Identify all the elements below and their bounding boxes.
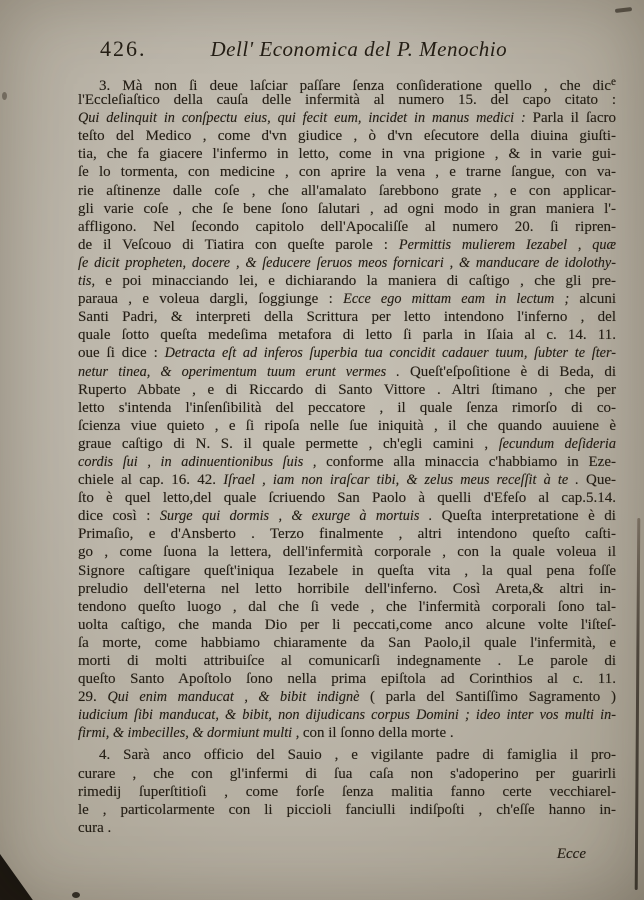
line-segment: Qui enim manducat , & bibit indignè <box>107 689 370 706</box>
text-line <box>78 73 616 94</box>
line-segment: paraua , e voleua dargli, ſoggiunge : <box>78 291 344 308</box>
line-segment: gli varie coſe , che ſe bene ſono ſalutari , ad ogni modo in gran maniera l'- <box>78 200 616 217</box>
text-line <box>78 109 616 127</box>
line-segment: uolta caſtigo, che manda Dio per li peccati,come anco alcune volte l'iſteſ- <box>78 616 616 633</box>
text-line <box>78 182 616 200</box>
line-segment: queſto Santo Apoſtolo ſono nella prima epiſtola ad Corinthios al c. 11. <box>78 671 616 688</box>
text-line <box>78 525 616 543</box>
line-segment: Parla il ſacro <box>532 110 616 127</box>
line-segment: cordis ſui , in adinuentionibus ſuis , <box>78 453 327 470</box>
line-segment: Detracta eſt ad inferos ſuperbia tua concidit cadauer tuum, ſubter te ſter- <box>164 345 616 362</box>
line-segment: firmi, & imbecilles, & dormiunt multi , <box>78 725 303 742</box>
line-segment: curare , che con gl'infermi di ſua caſa non s'adoperino per guarirli <box>78 765 616 782</box>
line-segment: ſecundum deſideria <box>498 435 616 452</box>
text-line <box>78 652 616 670</box>
scan-artifact-corner <box>0 850 40 900</box>
text-line <box>78 543 616 561</box>
line-segment: graue caſtigo di N. S. il quale permette , ch'egli camini , <box>78 435 499 452</box>
line-segment: 29. <box>78 689 108 706</box>
text-line <box>78 218 616 236</box>
text-line <box>78 670 616 688</box>
text-line <box>78 724 616 742</box>
line-segment: iudicium ſibi manducat, & bibit, non dijudicans corpus Domini ; ideo inter vos multi in- <box>78 707 616 724</box>
body-text <box>78 73 616 837</box>
line-segment: cura . <box>78 819 112 836</box>
line-segment: Qui delinquit in conſpectu eius, qui fecit eum, incidet in manus medici : <box>78 110 533 127</box>
text-line <box>78 127 616 145</box>
text-line <box>78 344 616 362</box>
line-segment: ſe lo tormenta, con medicine , con aprire la vena , e trarne ſangue, con va- <box>78 164 616 181</box>
line-segment: Surge qui dormis , & exurge à mortuis . <box>159 508 442 525</box>
text-line <box>78 290 616 308</box>
text-line <box>78 363 616 381</box>
text-line <box>78 145 616 163</box>
text-line <box>78 507 616 525</box>
line-segment: dice così : <box>78 508 160 525</box>
line-segment: Queſt'eſpoſitione è di Beda, di <box>409 363 616 380</box>
scan-artifact-left <box>2 92 7 100</box>
line-segment: de il Veſcouo di Tiatira con queſte parole : <box>78 236 399 253</box>
line-segment: Primaſio, e d'Ansberto . Terzo finalmente , altri intendono queſto caſti- <box>78 526 616 543</box>
text-line <box>78 417 616 435</box>
scan-artifact-top-right <box>615 7 632 13</box>
line-segment: netur tinea, & operimentum tuum erunt vermes . <box>78 363 410 380</box>
page-number: 426. <box>100 36 147 61</box>
text-line <box>78 381 616 399</box>
line-segment: ſcienza viue quieto , e ſi ripoſa nelle ſue iniquità , il che quando auuiene è <box>78 417 616 434</box>
line-segment: teſto del Medico , come d'vn giudice , ò d'vn eſecutore della diuina giuſti- <box>78 128 616 145</box>
line-segment: Iſrael , iam non iraſcar tibi, & zelus meus receſſit à te . <box>223 472 586 489</box>
text-line <box>78 200 616 218</box>
line-segment: l'Eccleſiaſtico della cauſa delle infermità al numero 15. del capo citato : <box>78 92 616 109</box>
text-line <box>78 308 616 326</box>
line-segment: preludio dell'eterna nel letto horribile dell'inferno. Così Areta,& altri in- <box>78 580 616 597</box>
catchword: Ecce <box>556 845 586 862</box>
text-line <box>78 435 616 453</box>
text-line <box>78 91 616 109</box>
line-segment: chiele al cap. 16. 42. <box>78 472 224 489</box>
line-segment: ( parla del Santiſſimo Sagramento ) <box>369 689 616 706</box>
line-segment: tis, <box>78 273 106 290</box>
text-line <box>78 819 616 837</box>
line-segment: e poi minacciando lei, e dichiarando la maniera di caſtigo , che gli pre- <box>105 273 616 290</box>
text-block <box>78 36 616 863</box>
page-edge-shadow <box>635 518 641 890</box>
text-line <box>78 272 616 290</box>
line-segment: 4. Sarà anco officio del Sauio , e vigilante padre di famiglia il pro- <box>99 747 616 764</box>
line-segment: ſto è quel letto,del quale ſcriuendo San Paolo à quelli d'Efeſo al cap.5.14. <box>78 490 616 507</box>
line-segment: conforme alla minaccia c'habbiamo in Eze- <box>326 453 616 470</box>
text-line <box>78 453 616 471</box>
line-segment: quale ſotto queſta medeſima metafora di letto ſi parla in Iſaia al c. 14. 11. <box>78 327 616 344</box>
line-segment: le , particolarmente con li piccioli fanciulli indiſpoſti , ch'eſſe hanno in- <box>78 801 616 818</box>
text-line <box>78 634 616 652</box>
line-segment: letto s'intenda l'inſenſibilità del peccatore , il quale ſenza rimorſo di co- <box>78 399 616 416</box>
text-line <box>78 746 616 764</box>
text-line <box>78 616 616 634</box>
line-segment: rimedij ſuperſtitioſi , come forſe ſenza malitia fanno certe vecchiarel- <box>78 783 616 800</box>
line-segment: Santi Padri, & interpreti della Scrittura per letto intendono l'inferno , del <box>78 309 616 326</box>
line-segment: rie aſtinenze dalle coſe , che all'amalato ſarebbono grate , e con applicar- <box>78 182 616 199</box>
text-line <box>78 562 616 580</box>
line-segment: affligono. Nel ſecondo capitolo dell'Apocaliſſe al numero 20. ſi ripren- <box>78 218 616 235</box>
text-line <box>78 706 616 724</box>
text-line <box>78 765 616 783</box>
text-line <box>78 163 616 181</box>
line-segment: go , come ſuona la lettera, dell'infermità corporale , con la quale voleua il <box>78 544 616 561</box>
line-segment: Signore caſtigare queſt'iniqua Iezabele in queſta vita , la qual pena foſſe <box>78 562 616 579</box>
page-header <box>78 36 616 62</box>
line-segment: Queſta interpretatione è di <box>441 508 616 525</box>
scan-artifact-speck <box>72 892 80 898</box>
line-segment: tendono queſto luogo , dal che ſi vede , che l'infermità corporali ſono tal- <box>78 598 616 615</box>
line-segment: Que- <box>586 472 616 489</box>
text-line <box>78 688 616 706</box>
line-segment: Ecce ego mittam eam in lectum ; <box>343 291 580 308</box>
text-line <box>78 598 616 616</box>
text-line <box>78 471 616 489</box>
text-line <box>78 801 616 819</box>
line-segment: 3. Mà non ſi deue laſciar paſſare ſenza conſideratione quello , che dic <box>99 78 611 94</box>
text-line <box>78 783 616 801</box>
line-segment: tia, che fa giacere l'infermo in letto, come in vna prigione , & in varie gui- <box>78 146 616 163</box>
line-segment: ſe dicit propheten, docere , & ſeducere ſeruos meos fornicari , & manducare de idolothy- <box>78 254 616 271</box>
line-segment: ſa morte, come habbiamo chiaramente da San Paolo,il quale l'infermità, e <box>78 634 616 651</box>
text-line <box>78 399 616 417</box>
text-line <box>78 236 616 254</box>
text-line <box>78 254 616 272</box>
line-segment: oue ſi dice : <box>78 345 165 362</box>
page-title: Dell' Economica del P. Menochio <box>210 37 508 61</box>
text-line <box>78 580 616 598</box>
line-segment: morti di molti attribuiſce al comunicarſi indegnamente . Le parole di <box>78 653 616 669</box>
text-line <box>78 326 616 344</box>
line-segment: Ruperto Abbate , e di Riccardo di Santo Vittore . Altri ſtimano , che per <box>78 381 616 398</box>
line-segment: con il ſonno della morte . <box>302 725 454 742</box>
line-segment: e <box>611 76 616 88</box>
text-line <box>78 489 616 507</box>
line-segment: alcuni <box>579 291 616 308</box>
line-segment: Permittis mulierem Iezabel , quæ <box>398 236 616 253</box>
